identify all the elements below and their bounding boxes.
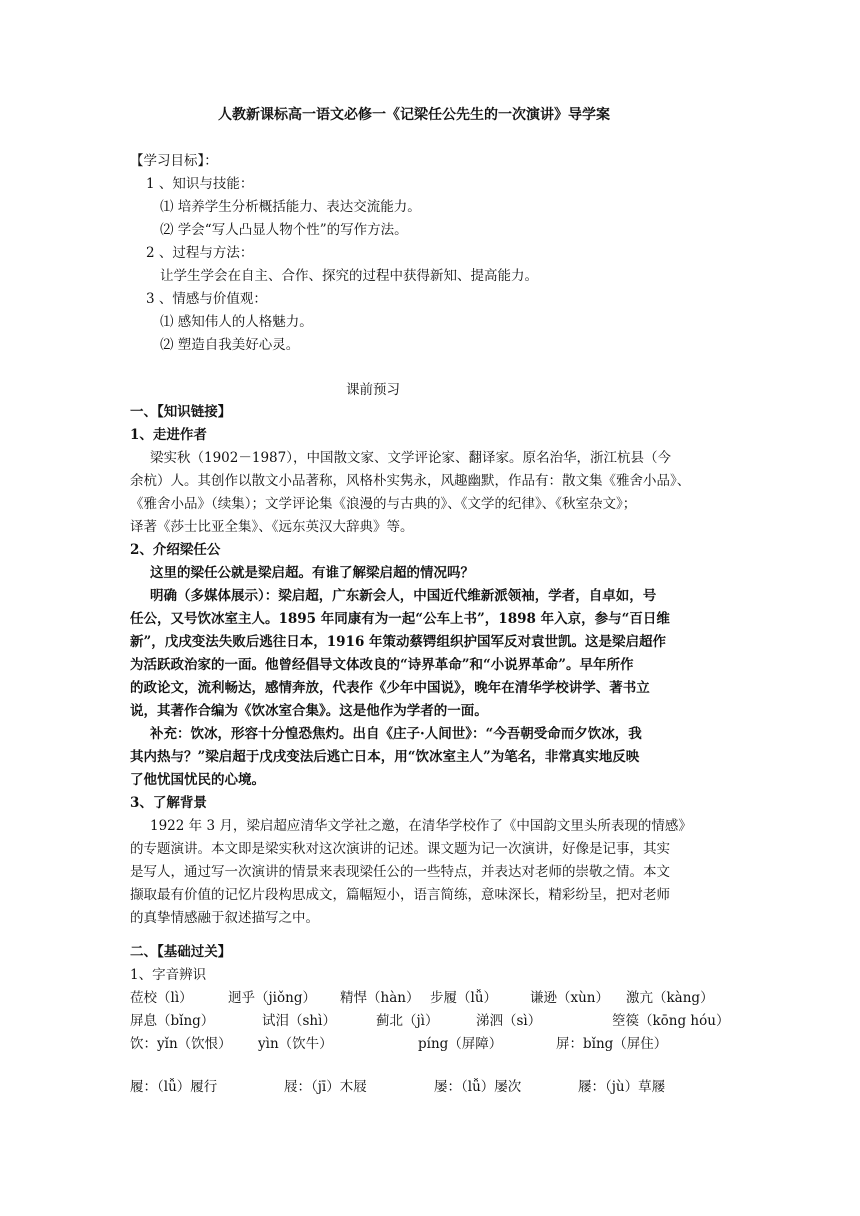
pronunciation-item: 饮：yǐn（饮恨） [130, 1036, 232, 1052]
author-heading: 1、走进作者 [130, 427, 207, 443]
basics-heading: 二、【基础过关】 [130, 944, 232, 960]
objective-1-heading: 1 、知识与技能： [146, 176, 254, 192]
objective-3b: ⑵ 塑造自我美好心灵。 [160, 337, 300, 353]
author-line: 译著《莎士比亚全集》、《远东英汉大辞典》等。 [130, 519, 414, 535]
pronunciation-item: 屡：（lǚ）屡次 [434, 1079, 522, 1095]
pronunciation-item: 莅校（lì） [130, 990, 193, 1006]
author-line: 余杭）人。其创作以散文小品著称，风格朴实隽永，风趣幽默，作品有：散文集《雅舍小品》、 [130, 473, 691, 489]
pronunciation-item: 蓟北（jì） [376, 1013, 439, 1029]
supplement-line: 补充：饮冰，形容十分惶恐焦灼。出自《庄子·人间世》：“今吾朝受命而夕饮冰，我 [150, 726, 642, 742]
objective-1b: ⑵ 学会“写人凸显人物个性”的写作方法。 [160, 222, 408, 238]
objectives-heading: 【学习目标】： [130, 153, 218, 169]
pronunciation-item: 屏息（bǐng） [130, 1013, 215, 1029]
background-heading: 3、了解背景 [130, 795, 207, 811]
pronunciation-item: 迥乎（jiǒng） [228, 990, 316, 1006]
pronunciation-item: 精悍（hàn） [340, 990, 420, 1006]
objective-2-heading: 2 、过程与方法： [146, 245, 254, 261]
background-line: 的专题演讲。本文即是梁实秋对这次演讲的记述。课文题为记一次演讲，好像是记事，其实 [130, 841, 670, 857]
pronunciation-item: 谦逊（xùn） [530, 990, 610, 1006]
objective-2a: 让学生学会在自主、合作、探究的过程中获得新知、提高能力。 [160, 268, 538, 284]
pronunciation-item: 试泪（shì） [262, 1013, 336, 1029]
objective-3a: ⑴ 感知伟人的人格魅力。 [160, 314, 313, 330]
background-line: 的真挚情感融于叙述描写之中。 [130, 910, 319, 926]
background-line: 撷取最有价值的记忆片段构思成文，篇幅短小，语言简练，意味深长，精彩纷呈，把对老师 [130, 887, 670, 903]
liang-question: 这里的梁任公就是梁启超。有谁了解梁启超的情况吗？ [150, 565, 474, 581]
pronunciation-item: 屐：（jī）木屐 [284, 1079, 367, 1095]
liang-line: 为活跃政治家的一面。他曾经倡导文体改良的“诗界革命”和“小说界革命”。早年所作 [130, 657, 634, 673]
pronunciation-item: píng（屏障） [418, 1036, 503, 1052]
author-line: 梁实秋（1902－1987），中国散文家、文学评论家、翻译家。原名治华，浙江杭县（今 [150, 450, 671, 466]
pronunciation-subheading: 1、字音辨识 [130, 967, 207, 983]
knowledge-link-heading: 一、【知识链接】 [130, 404, 232, 420]
objective-1a: ⑴ 培养学生分析概括能力、表达交流能力。 [160, 199, 421, 215]
pronunciation-item: 激亢（kàng） [626, 990, 714, 1006]
supplement-line: 其内热与？”梁启超于戊戌变法后逃亡日本，用“饮冰室主人”为笔名，非常真实地反映 [130, 749, 640, 765]
liang-line: 说，其著作合编为《饮冰室合集》。这是他作为学者的一面。 [130, 703, 488, 719]
objective-3-heading: 3 、情感与价值观： [146, 291, 267, 307]
pronunciation-item: 步履（lǚ） [430, 990, 498, 1006]
liang-heading: 2、介绍梁任公 [130, 542, 221, 558]
liang-line: 的政论文，流利畅达，感情奔放，代表作《少年中国说》，晚年在清华学校讲学、著书立 [130, 680, 650, 696]
pronunciation-item: yìn（饮牛） [258, 1036, 333, 1052]
background-line: 是写人，通过写一次演讲的情景来表现梁任公的一些特点，并表达对老师的崇敬之情。本文 [130, 864, 670, 880]
liang-line: 新”，戊戌变法失败后逃往日本，1916 年策动蔡锷组织护国军反对袁世凯。这是梁启超作 [130, 634, 667, 650]
pronunciation-item: 屦：（jù）草屦 [578, 1079, 666, 1095]
liang-line: 任公，又号饮冰室主人。1895 年同康有为一起“公车上书”，1898 年入京，参与“百日维 [130, 611, 670, 627]
pronunciation-item: 履：（lǚ）履行 [130, 1079, 218, 1095]
author-line: 《雅舍小品》（续集）；文学评论集《浪漫的与古典的》、《文学的纪律》、《秋室杂文》； [130, 496, 637, 512]
pronunciation-item: 箜篌（kōng hóu） [612, 1013, 730, 1029]
document-title: 人教新课标高一语文必修一《记梁任公先生的一次演讲》导学案 [218, 107, 610, 123]
supplement-line: 了他忧国忧民的心境。 [130, 772, 265, 788]
pronunciation-item: 涕泗（sì） [476, 1013, 542, 1029]
background-line: 1922 年 3 月，梁启超应清华文学社之邀，在清华学校作了《中国韵文里头所表现的情感》 [150, 818, 692, 834]
preview-heading: 课前预习 [346, 382, 400, 398]
pronunciation-item: 屏：bǐng（屏住） [556, 1036, 668, 1052]
liang-line: 明确（多媒体展示）：梁启超，广东新会人，中国近代维新派领袖，学者，自卓如，号 [150, 588, 657, 604]
